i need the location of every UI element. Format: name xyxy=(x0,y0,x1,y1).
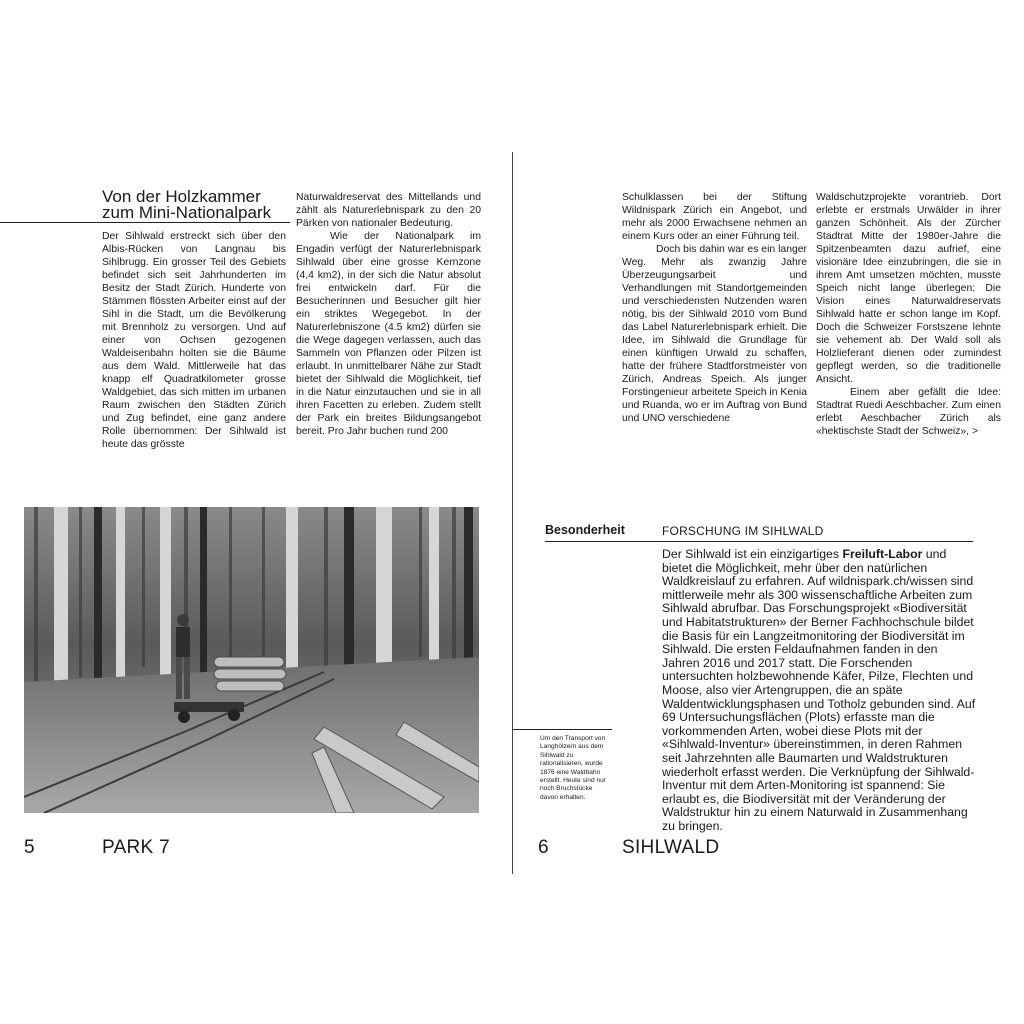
page-gutter-line xyxy=(512,152,513,874)
left-footer-title: PARK 7 xyxy=(102,837,170,858)
forest-railway-photo xyxy=(24,507,479,813)
box-rule xyxy=(545,541,973,542)
box-heading: FORSCHUNG IM SIHLWALD xyxy=(662,524,824,538)
caption-rule xyxy=(512,729,612,730)
box-body-text-a: Der Sihlwald ist ein einzigartiges xyxy=(662,547,843,561)
box-body-text-bold: Freiluft-Labor xyxy=(842,547,923,561)
left-page-number: 5 xyxy=(24,837,35,858)
title-rule xyxy=(0,222,290,223)
right-footer-title: SIHLWALD xyxy=(622,837,720,858)
article-title xyxy=(102,189,292,221)
right-column-2-paragraph-1: Waldschutzprojekte vorantrieb. Dort erlebte er erstmals Urwälder in ihrer ganzen Schönheit. Als der Zürcher Stadtrat Mitte der 1980er-Jahre die Spitzenbeamten dazu aufrief, eine visionäre Idee einzubringen, die sie in ihrem Amt umsetzen möchten, musste Speich nicht lange überlegen: Die Vision eines Naturwaldreservats Sihlwald hatte er schon lange im Kopf. Doch die Schweizer Forstszene lehnte sie vehement ab. Der Wald soll als Holzlieferant dienen oder zumindest gepflegt werden, so die traditionelle Ansicht. xyxy=(816,192,1001,385)
left-column-2-paragraph-1: Naturwaldreservat des Mittellands und zählt als Naturerlebnispark zu den 20 Pärken von nationaler Bedeutung. xyxy=(296,192,481,229)
article-title-line-2: zum Mini-Nationalpark xyxy=(102,203,272,222)
left-column-2-paragraph-2: Wie der Nationalpark im Engadin verfügt der Naturerlebnispark Sihlwald über eine grosse Kernzone (4,4 km2), in der sich die Natur absolut frei entwickeln darf. Für die Besucherinnen und Besucher gilt hier ein striktes Wegegebot. In der Naturerlebniszone (4.5 km2) dürfen sie die Wege dagegen verlassen, auch das Sammeln von Pflanzen oder Pilzen ist erlaubt. In unmittelbarer Nähe zur Stadt bietet der Sihlwald die Möglichkeit, tief in die Natur einzutauchen und sie in all ihren Facetten zu erleben. Zudem stellt der Park ein breites Bildungsangebot bereit. Pro Jahr buchen rund 200 xyxy=(296,231,481,437)
left-column-1-paragraph: Der Sihlwald erstreckt sich über den Albis-Rücken von Langnau bis Sihlbrugg. Ein grosser Teil des Gebiets befindet sich seit Jahrhunderten im Besitz der Stadt Zürich. Hunderte von Stämmen flössten Arbeiter einst auf der Sihl in die Stadt, um die Bevölkerung mit Brennholz zu versorgen. Und auf einer von Ochsen gezogenen Waldeisenbahn holten sie die Bäume aus dem Wald. Mittlerweile hat das knapp elf Quadratkilometer grosse Waldgebiet, das sich mitten im urbanen Raum zwischen den Städten Zürich und Zug befindet, eine ganz andere Rolle übernommen: Der Sihlwald ist heute das grösste xyxy=(102,231,286,450)
left-column-1 xyxy=(102,230,286,451)
right-page-number: 6 xyxy=(538,837,549,858)
right-column-2-paragraph-2 xyxy=(816,386,1001,438)
continue-mark: > xyxy=(971,426,979,437)
right-column-1 xyxy=(622,191,807,425)
box-body-text-b: und bietet die Möglichkeit, mehr über den natürlichen Waldkreislauf zu erfahren. Auf wildnispark.ch/wissen sind mittlerweile mehr als 300 wissenschaftliche Arbeiten zum Sihlwald abrufbar. Das Forschungsprojekt «Biodiversität und Habitatstrukturen» der Berner Fachhochschule bildet die Basis für ein Langzeitmonitoring der Biodiversität im Sihlwald. Die ersten Feldaufnahmen fanden in den Jahren 2016 und 2017 statt. Die Forschenden untersuchten holzbewohnende Käfer, Pilze, Flechten und Moose, also vier Artengruppen, die an späte Waldentwicklungsphasen und Totholz gebunden sind. Auf 69 Untersuchungsflächen (Plots) erfasste man die vorkommenden Arten, wobei diese Plots mit der «Sihlwald-Inventur» übereinstimmen, in deren Rahmen seit Jahrzehnten alle Baumarten und Waldstrukturen wiederholt erfasst werden. Die Verknüpfung der Sihlwald-Inventur mit dem Arten-Monitoring ist spannend: Sie erlaubt es, die Biodiversität mit der Veränderung der Waldstruktur hin zu einem Naturwald in Zusammenhang zu bringen. xyxy=(662,547,976,833)
photo-caption: Um den Transport von Langhölzern aus dem Sihlwald zu rationalisieren, wurde 1876 eine Waldbahn erstellt. Heute sind nur noch Bruchstücke davon erhalten. xyxy=(540,735,606,801)
right-column-1-paragraph-2: Doch bis dahin war es ein langer Weg. Mehr als zwanzig Jahre Überzeugungsarbeit und Verhandlungen mit Standortgemeinden und verschiedensten Nutzenden waren nötig, bis der Sihlwald 2010 vom Bund das Label Naturerlebnispark erhielt. Die Idee, im Sihlwald die Grundlage für einen künftigen Urwald zu schaffen, hatte der frühere Stadtforstmeister von Zürich, Andreas Speich. Als junger Forstingenieur arbeitete Speich in Kenia und Ruanda, wo er im Auftrag von Bund und UNO verschiedene xyxy=(622,244,807,424)
left-column-2 xyxy=(296,191,481,438)
box-label: Besonderheit xyxy=(545,523,625,537)
right-column-2-paragraph-2-text: Einem aber gefällt die Idee: Stadtrat Ruedi Aeschbacher. Zum einen erlebt Aeschbacher Zürich als «hektischste Stadt der Schweiz», xyxy=(816,387,1001,437)
right-column-2 xyxy=(816,191,1001,438)
box-body xyxy=(662,548,978,833)
right-column-1-paragraph-1: Schulklassen bei der Stiftung Wildnispark Zürich ein Angebot, und mehr als 2000 Erwachsene nehmen an einem Kurs oder an einer Führung teil. xyxy=(622,192,807,242)
article-title-line-1: Von der Holzkammer xyxy=(102,187,261,206)
